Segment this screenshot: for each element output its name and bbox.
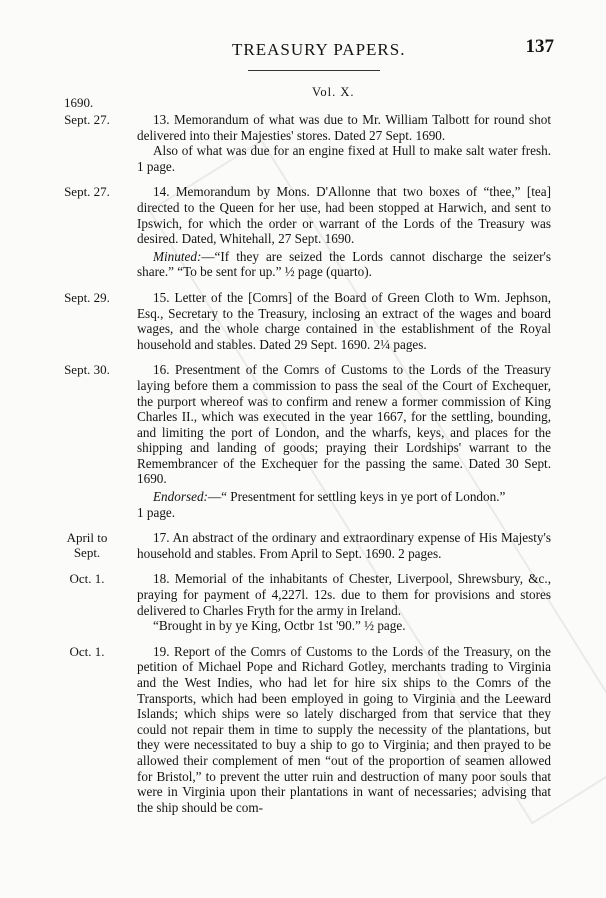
entry-extra: Also of what was due for an engine fixed at Hull to make salt water fresh. 1 page.: [137, 143, 551, 174]
entry-body: [137, 530, 551, 561]
entry-date: Sept. 30.: [64, 362, 110, 378]
entry-body: [137, 112, 551, 174]
entry-16: [0, 362, 606, 520]
entry-13: [0, 112, 606, 174]
entry-date: April to Sept.: [66, 530, 108, 561]
entry-text: 19. Report of the Comrs of Customs to the Lords of the Treasury, on the petition of Michael Pope and Richard Gotley, merchants trading to Virginia and the West Indies, who had let for hire six ships to the Comrs of the Transports, which had been employed in going to Virginia and the Leeward Islands; which ships were so lately discharged from that service that they could not repair them in time to supply the necessity of the plantations, but they were necessitated to buy a ship to go to Virginia; and then prayed to be allowed their complement of men “out of the proportion of seamen allowed for Bristol,” to prevent the utter ruin and destruction of many poor souls that were in Virginia upon their plantations in want of necessaries; advising that the ship should be com-: [137, 643, 551, 815]
entry-14: [0, 184, 606, 280]
header-rule: [248, 70, 380, 71]
entry-body: [137, 290, 551, 352]
entry-date: Sept. 29.: [64, 289, 110, 305]
entry-text: 14. Memorandum by Mons. D'Allonne that two boxes of “thee,” [tea] directed to the Queen for her use, had been stopped at Harwich, and sent to Ipswich, for which the order or warrant of the Lords of the Treasury was desired. Dated, Whitehall, 27 Sept. 1690.: [137, 184, 551, 247]
entry-15: [0, 290, 606, 352]
entry-text: 18. Memorial of the inhabitants of Chester, Liverpool, Shrewsbury, &c., praying for payment of 4,227l. 12s. due to them for provisions and stores delivered to Charles Fryth for the army in Ireland.: [137, 571, 551, 618]
entry-body: [137, 644, 551, 816]
entry-note: [137, 249, 551, 280]
entry-text: 15. Letter of the [Comrs] of the Board of Green Cloth to Wm. Jephson, Esq., Secretary to the Treasury, inclosing an extract of the wages and board wages, and the whole charge contained in the establishment of the Royal household and stables. Dated 29 Sept. 1690. 2¼ pages.: [137, 289, 551, 352]
entry-text: 13. Memorandum of what was due to Mr. William Talbott for round shot delivered into their Majesties' stores. Dated 27 Sept. 1690.: [137, 112, 551, 143]
entry-body: [137, 362, 551, 520]
note-text: —“ Presentment for settling keys in ye port of London.”: [207, 489, 506, 505]
entry-body: [137, 571, 551, 633]
volume-label: Vol. X.: [312, 85, 355, 99]
entry-text: 16. Presentment of the Comrs of Customs to the Lords of the Treasury laying before them a commission to pass the seal of the Court of Exchequer, the purport whereof was to confirm and renew a former commission of King Charles II., which was executed in the year 1667, for the settling, bounding, and limiting the port of London, and the wharfs, keys, and places for the shipping and landing of goods; praying their Lordships' warrant to the Remembrancer of the Exchequer for the passing the same. Dated 30 Sept. 1690.: [137, 362, 551, 487]
entry-list: [0, 112, 606, 815]
note-text: —“If they are seized the Lords cannot discharge the seizer's share.” “To be sent for up.” ½ page (quarto).: [137, 248, 551, 280]
entry-17: [0, 530, 606, 561]
entry-19: [0, 644, 606, 816]
page-header: [0, 36, 606, 62]
page-number: 137: [525, 36, 554, 57]
entry-date: Oct. 1.: [69, 571, 105, 587]
entry-extra: “Brought in by ye King, Octbr 1st '90.” ½ page.: [153, 618, 406, 634]
entry-text: 17. An abstract of the ordinary and extraordinary expense of His Majesty's household and stables. From April to Sept. 1690. 2 pages.: [137, 530, 551, 561]
entry-date: Sept. 27.: [64, 112, 110, 127]
note-label: Minuted:: [153, 248, 202, 264]
entry-note: [137, 489, 551, 505]
running-head: TREASURY PAPERS.: [232, 40, 406, 59]
entry-date: Oct. 1.: [69, 643, 105, 659]
year-label: 1690.: [64, 95, 94, 110]
entry-pages: 1 page.: [137, 504, 176, 520]
note-label: Endorsed:: [153, 489, 208, 505]
entry-18: [0, 571, 606, 633]
entry-date: Sept. 27.: [64, 184, 110, 200]
entry-body: [137, 184, 551, 280]
